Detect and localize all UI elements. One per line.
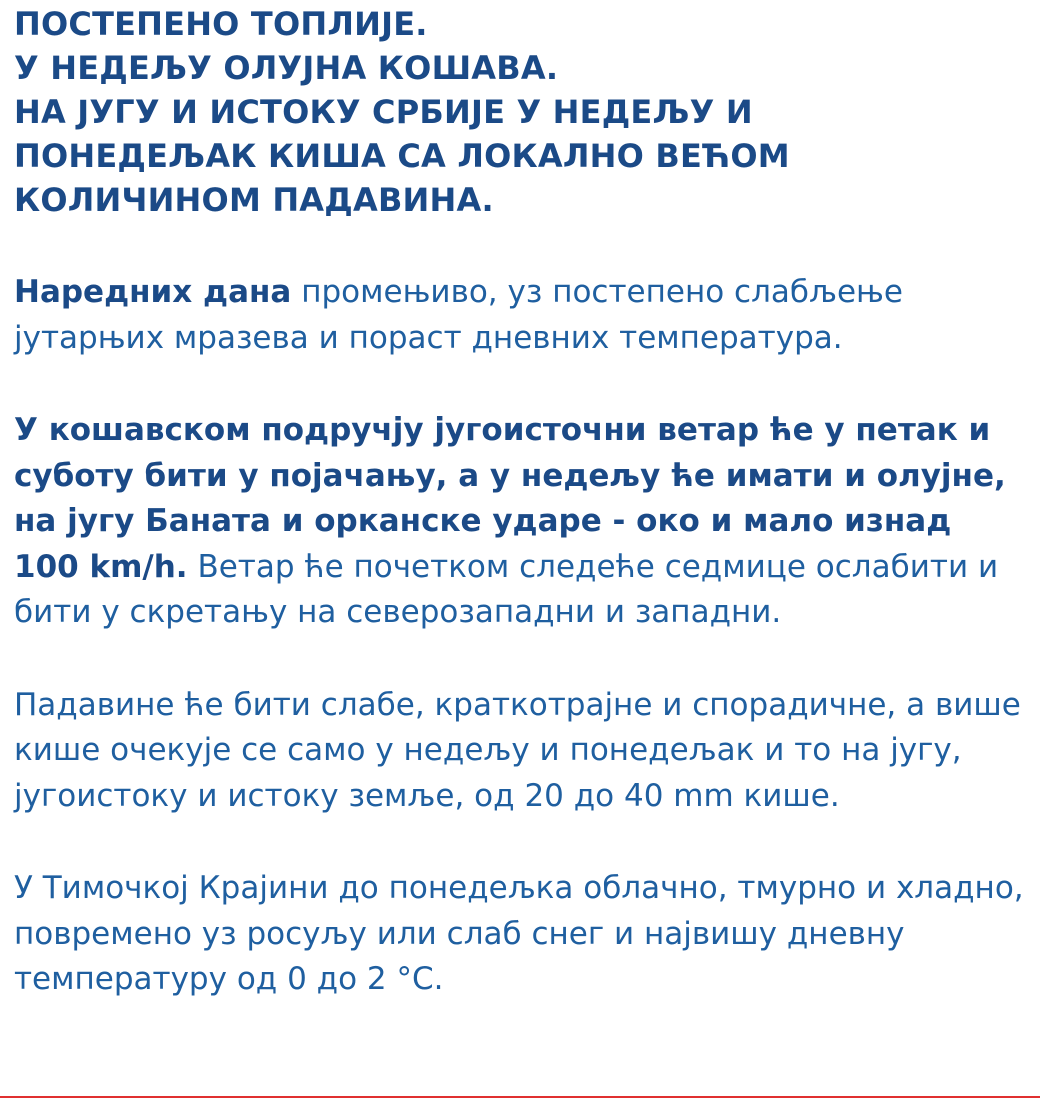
- paragraph-wind: [14, 408, 1024, 636]
- headline: [14, 0, 1024, 222]
- paragraph-timok: [14, 866, 1024, 1003]
- forecast-article: [14, 0, 1024, 1003]
- paragraph-outlook-lead: Наредних дана: [14, 274, 292, 310]
- paragraph-timok-text: У Тимочкој Крајини до понедељка облачно, тмурно и хладно, повремено уз росуљу или слаб снег и највишу дневну температуру од 0 до 2 °C.: [14, 870, 1024, 997]
- paragraph-outlook-text: промењиво, уз постепено слабљење јутарњих мразева и пораст дневних температура.: [14, 274, 903, 356]
- headline-line: ПОСТЕПЕНО ТОПЛИЈЕ.: [14, 5, 428, 43]
- paragraph-wind-lead: У кошавском подручју југоисточни ветар ће у петак и суботу бити у појачању, а у недељу ће имати и олујне, на југу Баната и орканске ударе - око и мало изнад 100 km/h.: [14, 412, 1006, 585]
- paragraph-precipitation: [14, 683, 1024, 820]
- headline-line: КОЛИЧИНОМ ПАДАВИНА.: [14, 181, 494, 219]
- headline-line: НА ЈУГУ И ИСТОКУ СРБИЈЕ У НЕДЕЉУ И: [14, 93, 753, 131]
- bottom-divider: [0, 1096, 1040, 1098]
- paragraph-outlook: [14, 270, 1024, 361]
- paragraph-wind-text: Ветар ће почетком следеће седмице ослабити и бити у скретању на северозападни и западни.: [14, 548, 999, 630]
- paragraph-precipitation-text: Падавине ће бити слабе, краткотрајне и спорадичне, а више кише очекује се само у недељу и понедељак и то на југу, југоистоку и истоку земље, од 20 до 40 mm кише.: [14, 686, 1021, 814]
- headline-line: У НЕДЕЉУ ОЛУЈНА КОШАВА.: [14, 49, 559, 87]
- headline-line: ПОНЕДЕЉАК КИША СА ЛОКАЛНО ВЕЋОМ: [14, 137, 790, 175]
